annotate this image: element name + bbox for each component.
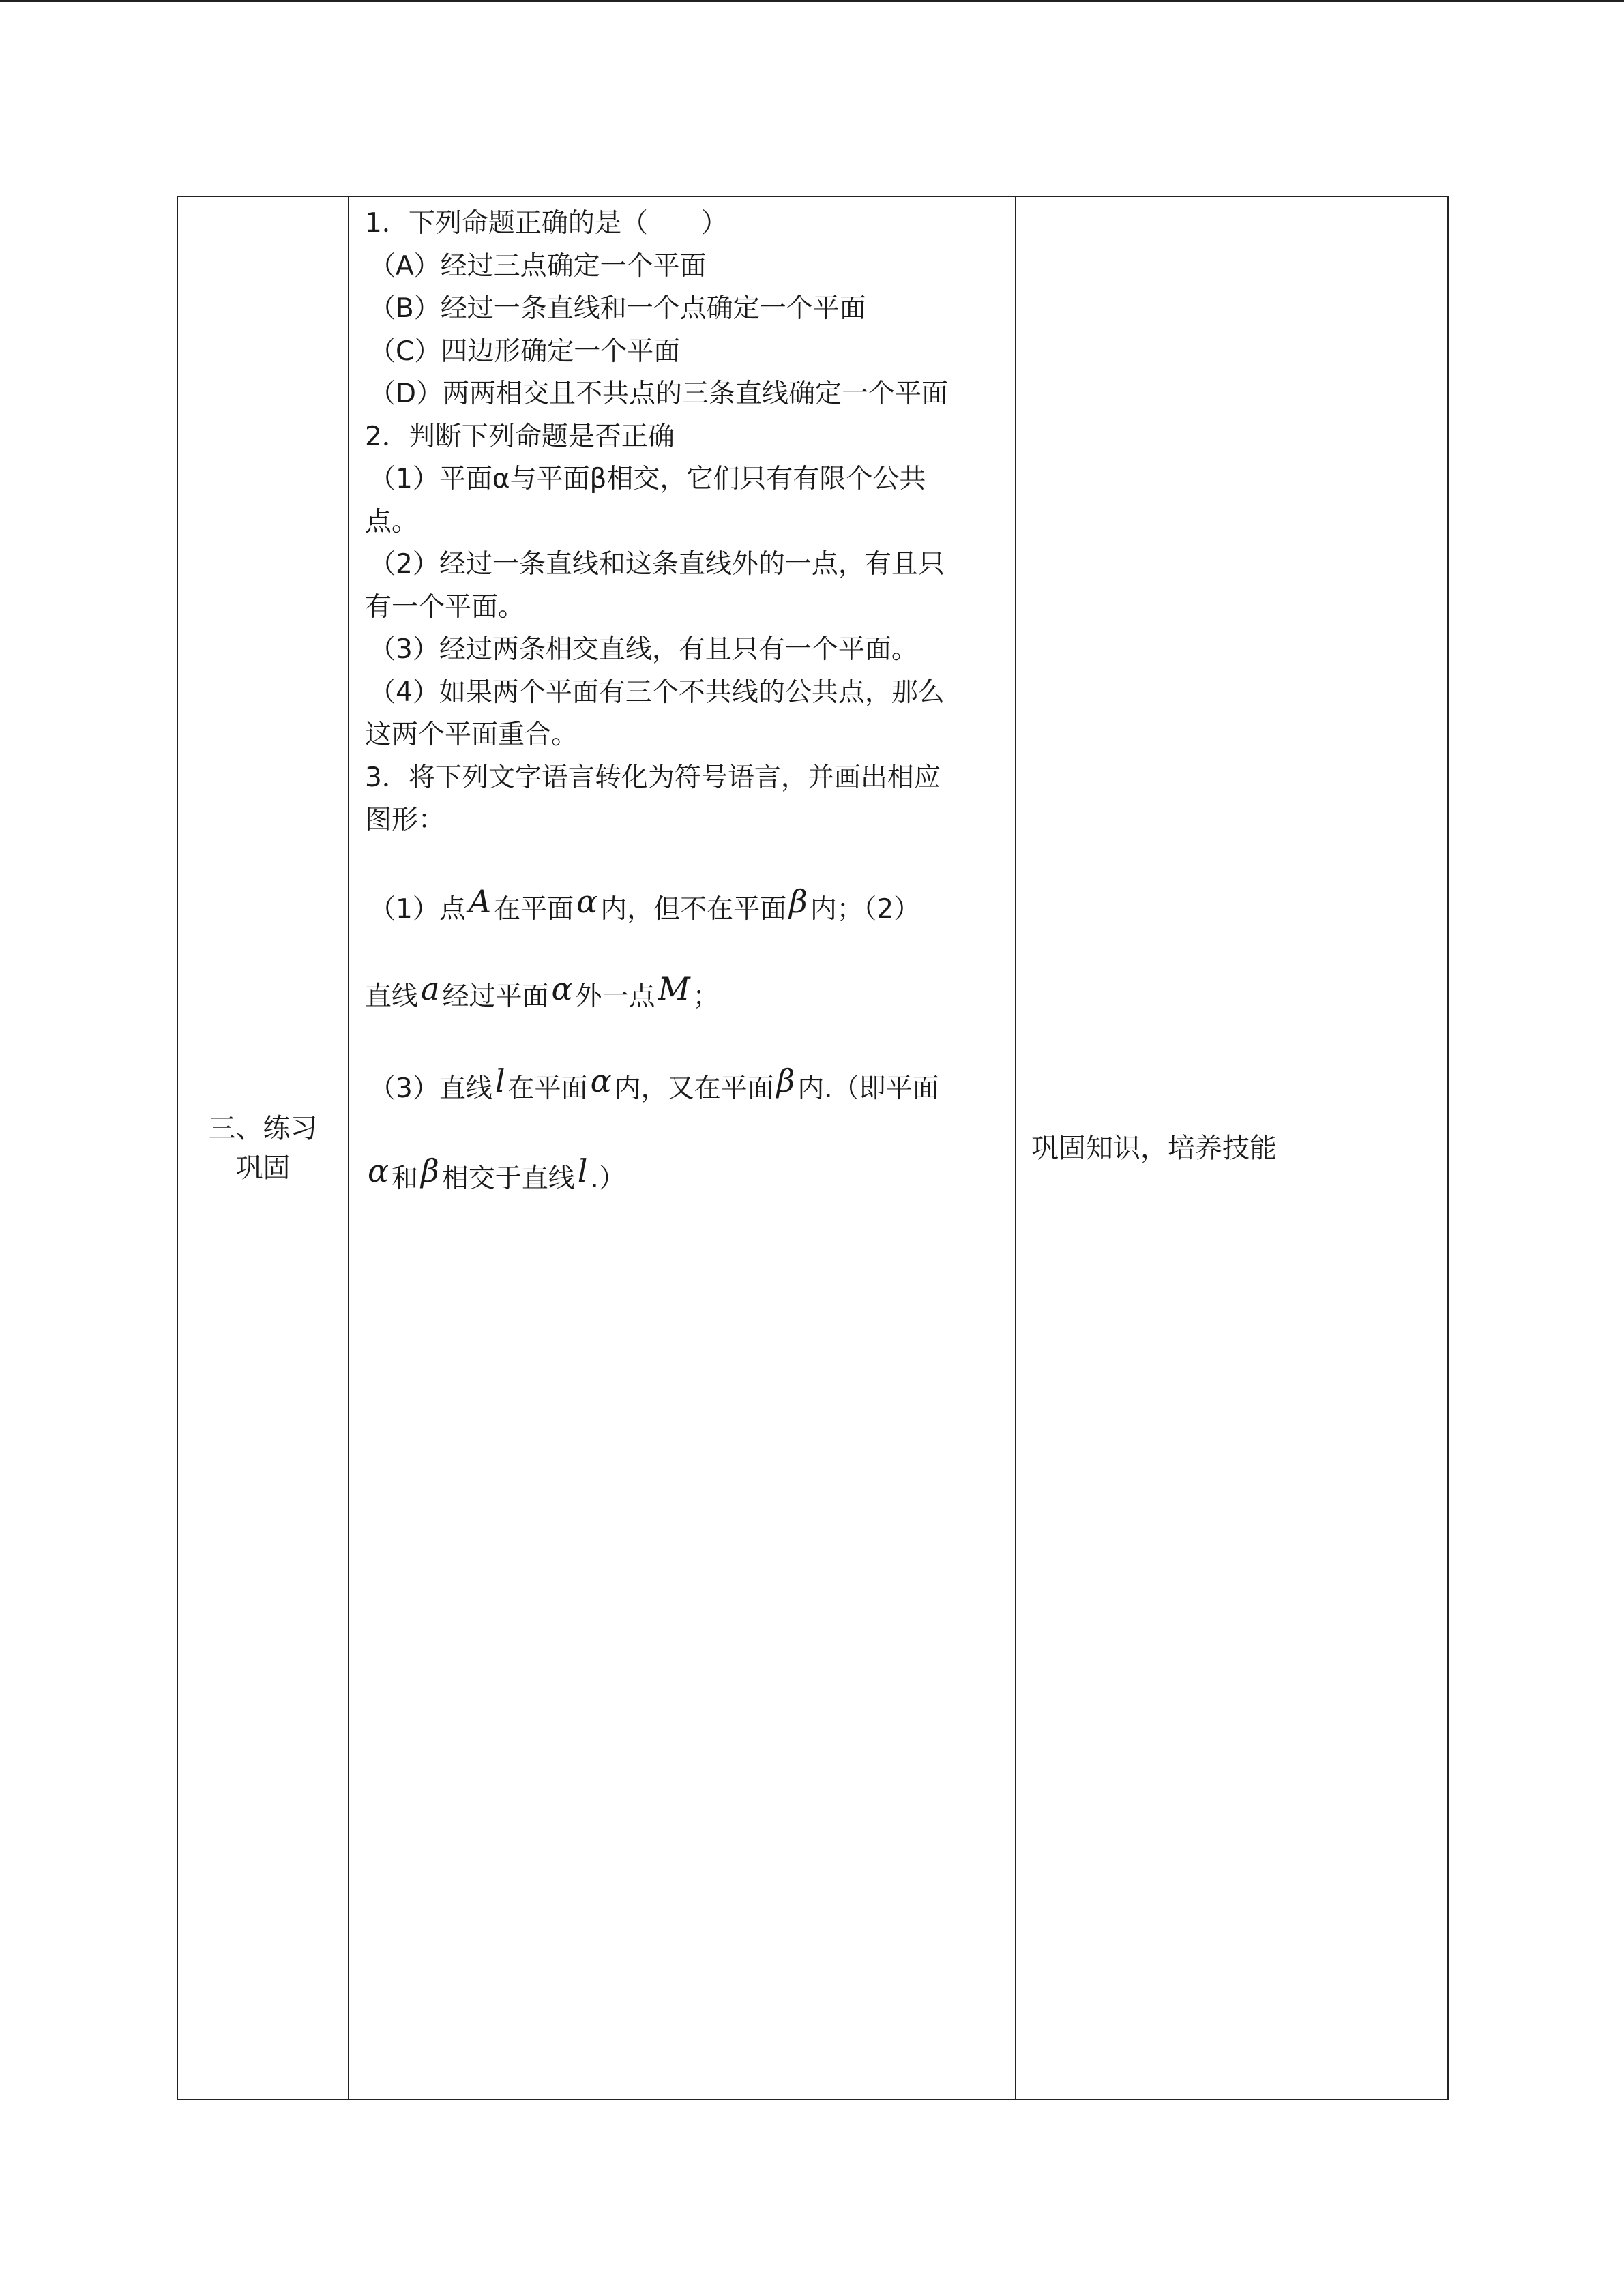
stage-label-line: 巩固 [235, 1152, 291, 1184]
text-run: 外一点 [575, 981, 655, 1012]
math-symbol: a [421, 970, 440, 1007]
text-run: （1）点 [369, 893, 466, 925]
text-run: 直线 [365, 981, 419, 1012]
text-run: ； [692, 981, 720, 1012]
math-symbol: α [368, 1152, 389, 1189]
text-run: 和 [392, 1163, 419, 1194]
question-2-item: 点。 [365, 506, 419, 537]
purpose-cell [1031, 197, 1441, 2099]
lesson-table [177, 196, 1449, 2100]
text-run: 内；（2） [810, 893, 921, 925]
question-2-item: （1）平面α与平面β相交，它们只有有限个公共 [369, 464, 926, 494]
math-symbol: l [494, 1062, 505, 1099]
text-run: 内，又在平面 [614, 1073, 774, 1104]
math-symbol: β [421, 1152, 439, 1189]
question-2-item: （2）经过一条直线和这条直线外的一点，有且只 [369, 549, 945, 580]
question-1-option: （B）经过一条直线和一个点确定一个平面 [369, 293, 866, 324]
question-1-option: （C）四边形确定一个平面 [369, 336, 681, 367]
text-run: .） [590, 1163, 625, 1194]
question-2-item: 这两个平面重合。 [365, 719, 578, 750]
question-3-stem: 3．将下列文字语言转化为符号语言，并画出相应 [365, 762, 941, 793]
question-1-option: （A）经过三点确定一个平面 [369, 250, 707, 282]
math-symbol: α [576, 882, 598, 920]
math-symbol: β [776, 1062, 795, 1099]
question-2-item: （4）如果两个平面有三个不共线的公共点，那么 [369, 676, 945, 708]
text-run: 经过平面 [442, 981, 549, 1012]
math-symbol: l [577, 1152, 588, 1189]
math-symbol: M [658, 970, 690, 1007]
text-run: 相交于直线 [441, 1163, 575, 1194]
math-symbol: A [468, 882, 492, 920]
question-1-stem: 1．下列命题正确的是（ ） [365, 208, 728, 239]
column-divider [1015, 197, 1016, 2099]
question-3-line-1 [365, 882, 1013, 931]
page-top-rule [0, 0, 1624, 2]
text-run: 内.（即平面 [797, 1073, 939, 1104]
question-3-line-3 [365, 1062, 1013, 1111]
question-3-stem: 图形： [365, 805, 445, 835]
question-1-option: （D）两两相交且不共点的三条直线确定一个平面 [369, 378, 949, 409]
column-divider [348, 197, 349, 2099]
question-3-line-2 [365, 970, 1013, 1019]
math-symbol: α [551, 970, 573, 1007]
text-run: 内，但不在平面 [600, 893, 787, 925]
text-run: 在平面 [507, 1073, 588, 1104]
stage-label-line: 三、练习 [208, 1112, 318, 1144]
text-run: （3）直线 [369, 1073, 492, 1104]
question-3-line-4 [365, 1152, 1013, 1201]
purpose-text: 巩固知识，培养技能 [1031, 1132, 1277, 1164]
exercise-content [365, 203, 1013, 1201]
text-run: 在平面 [494, 893, 574, 925]
question-2-item: 有一个平面。 [365, 591, 525, 623]
stage-cell [178, 197, 348, 2099]
question-2-item: （3）经过两条相交直线，有且只有一个平面。 [369, 634, 918, 665]
question-2-stem: 2．判断下列命题是否正确 [365, 421, 675, 452]
math-symbol: α [590, 1062, 612, 1099]
math-symbol: β [789, 882, 808, 920]
